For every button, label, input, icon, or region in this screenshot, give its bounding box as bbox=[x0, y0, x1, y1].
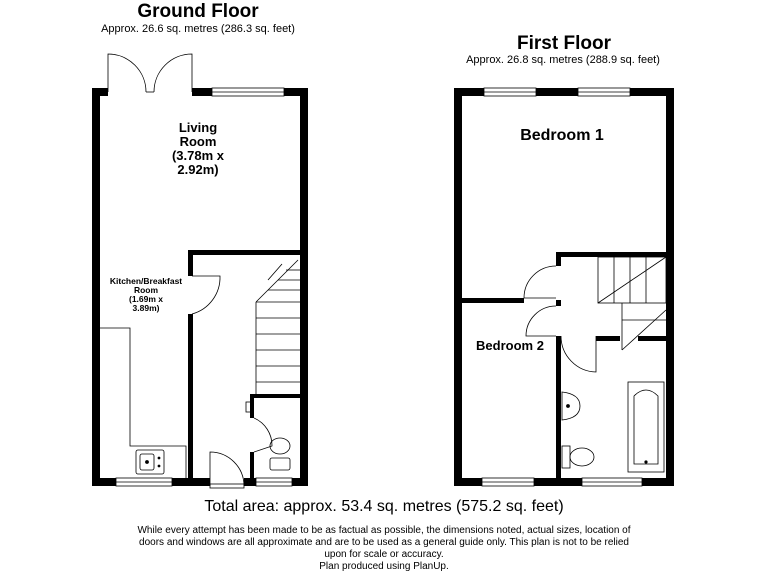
ff-bath-wall-top-b bbox=[638, 336, 670, 341]
ff-wall-top-1 bbox=[454, 88, 484, 96]
first-floor-title: First Floor bbox=[517, 33, 611, 54]
ff-wall-top-2 bbox=[536, 88, 578, 96]
gf-wall-right bbox=[300, 88, 308, 486]
ground-floor-title: Ground Floor bbox=[137, 1, 259, 22]
living-room-label-line1: Living bbox=[178, 120, 218, 135]
gf-wall-top-right bbox=[284, 88, 308, 96]
ff-basin bbox=[562, 392, 580, 420]
ff-bed1-door bbox=[524, 266, 556, 298]
kitchen-label bbox=[98, 277, 194, 313]
gf-internal-wall-vertical-b bbox=[188, 314, 193, 484]
ff-wall-right bbox=[666, 88, 674, 486]
gf-kitchen-worktop bbox=[100, 328, 186, 478]
ff-bath-wall-top-a bbox=[596, 336, 620, 341]
living-room-label bbox=[148, 121, 248, 177]
first-floor-fittings bbox=[482, 88, 666, 486]
ff-landing-wall-top bbox=[556, 252, 670, 257]
ff-bed2-wall-right-b bbox=[556, 336, 561, 484]
total-area: Total area: approx. 53.4 sq. metres (575.2 sq. feet) bbox=[204, 498, 564, 515]
ground-floor-area: Approx. 26.6 sq. metres (286.3 sq. feet) bbox=[101, 23, 295, 35]
ff-bed2-wall-top bbox=[458, 298, 524, 303]
ff-wall-left bbox=[454, 88, 462, 486]
kitchen-label-line1: Kitchen/Breakfast bbox=[109, 276, 183, 286]
ff-wall-bottom-3 bbox=[642, 478, 674, 486]
first-floor-plan bbox=[454, 88, 674, 486]
gf-toilet bbox=[270, 438, 290, 470]
gf-kitchen-door bbox=[192, 276, 220, 314]
gf-french-door-right bbox=[154, 54, 192, 92]
ff-bed2-wall-right-a bbox=[556, 300, 561, 306]
ff-bed2-door bbox=[526, 306, 556, 336]
gf-wall-bottom-1 bbox=[92, 478, 116, 486]
living-room-label-line4: 2.92m) bbox=[177, 162, 219, 177]
gf-french-door-left bbox=[108, 54, 146, 92]
kitchen-label-line2: Room bbox=[133, 285, 159, 295]
first-floor-area: Approx. 26.8 sq. metres (288.9 sq. feet) bbox=[466, 54, 660, 66]
disclaimer bbox=[98, 525, 670, 573]
gf-wc-wall-left-b bbox=[250, 452, 254, 482]
plan-credit: Plan produced using PlanUp. bbox=[319, 561, 449, 572]
gf-internal-wall-vertical-a bbox=[188, 250, 193, 276]
kitchen-label-line3: (1.69m x bbox=[128, 294, 164, 304]
ff-bath bbox=[628, 382, 664, 472]
living-room-label-line2: Room bbox=[179, 134, 217, 149]
ff-bath-door bbox=[561, 336, 596, 372]
gf-wall-top-left bbox=[92, 88, 108, 96]
gf-front-door bbox=[210, 452, 244, 486]
gf-internal-wall-horizontal bbox=[188, 250, 308, 255]
ff-toilet bbox=[562, 446, 594, 468]
disclaimer-line3: upon for scale or accuracy. bbox=[324, 549, 444, 560]
ff-wall-top-3 bbox=[630, 88, 674, 96]
bedroom1-label: Bedroom 1 bbox=[520, 127, 604, 144]
disclaimer-line1: While every attempt has been made to be as factual as possible, the dimensions noted, actual sizes, location of bbox=[137, 525, 631, 536]
gf-wc-door bbox=[254, 418, 272, 452]
gf-wall-bottom-4 bbox=[292, 478, 308, 486]
ff-wall-bottom-1 bbox=[454, 478, 482, 486]
gf-wc-wall-top bbox=[250, 394, 304, 398]
gf-staircase bbox=[256, 260, 300, 394]
bedroom2-label: Bedroom 2 bbox=[476, 338, 544, 353]
kitchen-label-line4: 3.89m) bbox=[132, 303, 160, 313]
disclaimer-line2: doors and windows are all approximate and are to be used as a general guide only. This plan is not to be relied bbox=[139, 537, 629, 548]
living-room-label-line3: (3.78m x bbox=[171, 148, 225, 163]
ff-landing-wall-left bbox=[556, 252, 561, 266]
gf-wall-top-mid bbox=[192, 88, 212, 96]
